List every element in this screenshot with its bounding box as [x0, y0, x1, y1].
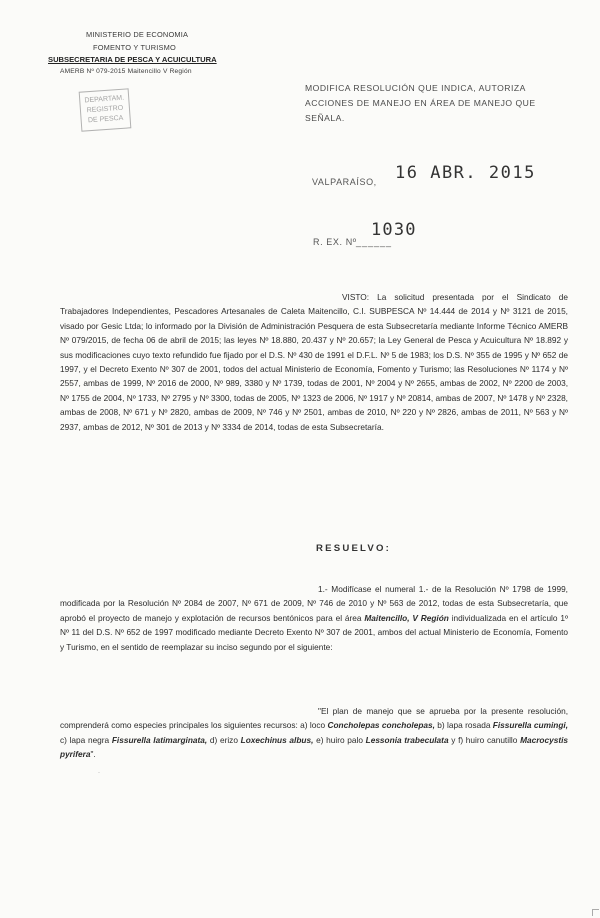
subsecretaria-name: SUBSECRETARIA DE PESCA Y ACUICULTURA [48, 55, 217, 64]
quote-text: c) lapa negra [60, 734, 112, 745]
quote-text: ". [90, 749, 96, 760]
species-name: Concholepas concholepas, [327, 720, 435, 731]
stamp-line: DEPARTAM. [84, 94, 125, 105]
area-name: Maitencillo, V Región [364, 612, 449, 623]
article-1-paragraph [60, 582, 568, 654]
rex-blank-line: ______ [356, 237, 393, 247]
species-name: Lessonia trabeculata [365, 734, 449, 745]
page-corner-mark [592, 909, 599, 916]
quote-text: e) huiro palo [313, 734, 366, 745]
ministry-name-line2: FOMENTO Y TURISMO [93, 43, 176, 52]
resolution-number: 1030 [371, 220, 417, 240]
quote-text: y f) huiro canutillo [448, 734, 521, 745]
species-name: Loxechinus albus, [240, 734, 314, 745]
species-name: Fissurella latimarginata, [111, 734, 208, 745]
quote-text: b) lapa rosada [434, 720, 493, 731]
article-text: individualizada en el artículo 1º Nº 11 del D.S. Nº 652 de 1997 modificado mediante Decreto Exento Nº 307 de 2001, ambos del actual Ministerio de Economía, Fomento y Turismo, en el sentido de reemplazar su inciso segundo por el siguiente: [60, 612, 568, 652]
visto-paragraph [60, 290, 568, 434]
received-stamp [79, 88, 132, 131]
reference-line: AMERB Nº 079-2015 Maitencillo V Región [60, 68, 192, 75]
quoted-paragraph [60, 704, 568, 762]
margin-mark: · [98, 770, 100, 776]
quote-text: d) erizo [207, 734, 241, 745]
resuelvo-heading: RESUELVO: [316, 543, 392, 554]
visto-text: VISTO: La solicitud presentada por el Sindicato de Trabajadores Independientes, Pescadores Artesanales de Caleta Maitencillo, C.I. SUBPESCA Nº 14.444 de 2014 y Nº 3121 de 2015, visado por Gesic Ltda; lo informado por la División de Administración Pesquera de esta Subsecretaría mediante Informe Técnico AMERB Nº 079/2015, de fecha 06 de abril de 2015; las leyes Nº 18.880, 20.437 y Nº 20.657; la Ley General de Pesca y Acuicultura Nº 18.892 y sus modificaciones cuyo texto refundido fue fijado por el D.S. Nº 430 de 1991 el D.F.L. Nº 5 de 1983; los D.S. Nº 355 de 1995 y Nº 652 de 1997, y el Decreto Exento Nº 307 de 2001, todos del actual Ministerio de Economía, Fomento y Turismo; las Resoluciones Nº 1174 y Nº 2557, ambas de 1999, Nº 2016 de 2000, Nº 989, 3380 y Nº 1739, todas de 2001, Nº 2004 y Nº 2655, ambas de 2002, Nº 2200 de 2003, Nº 1755 de 2004, Nº 1733, Nº 2795 y Nº 3300, todas de 2005, Nº 1323 de 2006, Nº 1917 y Nº 20814, ambas de 2007, Nº 1478 y Nº 2328, ambas de 2008, Nº 671 y Nº 2820, ambas de 2009, Nº 746 y Nº 2501, ambas de 2010, Nº 220 y Nº 2826, ambas de 2011, Nº 563 y Nº 2937, ambas de 2012, Nº 301 de 2013 y Nº 3334 de 2014, todas de esta Subsecretaría. [60, 292, 568, 432]
ministry-name: MINISTERIO DE ECONOMIA [86, 30, 189, 39]
quote-text: "El plan de manejo que se aprueba por la presente resolución, comprenderá como especies principales los siguientes recursos: a) loco [60, 706, 568, 731]
species-name: Fissurella cumingi, [492, 720, 569, 731]
document-subject: MODIFICA RESOLUCIÓN QUE INDICA, AUTORIZA ACCIONES DE MANEJO EN ÁREA DE MANEJO QUE SEÑALA. [305, 83, 536, 123]
stamp-line: DE PESCA [87, 114, 124, 125]
rex-label: R. EX. Nº [313, 237, 357, 247]
species-name: Macrocystis pyrifera [60, 734, 569, 760]
stamp-line: REGISTRO [86, 104, 124, 115]
place: VALPARAÍSO, [312, 177, 377, 187]
article-text: 1.- Modifícase el numeral 1.- de la Resolución Nº 1798 de 1999, modificada por la Resolución Nº 2084 de 2007, Nº 671 de 2009, Nº 746 de 2010 y Nº 563 de 2012, todas de esta Subsecretaría, que aprobó el proyecto de manejo y explotación de recursos bentónicos para el área [60, 584, 568, 623]
date-stamp: 16 ABR. 2015 [395, 163, 536, 183]
